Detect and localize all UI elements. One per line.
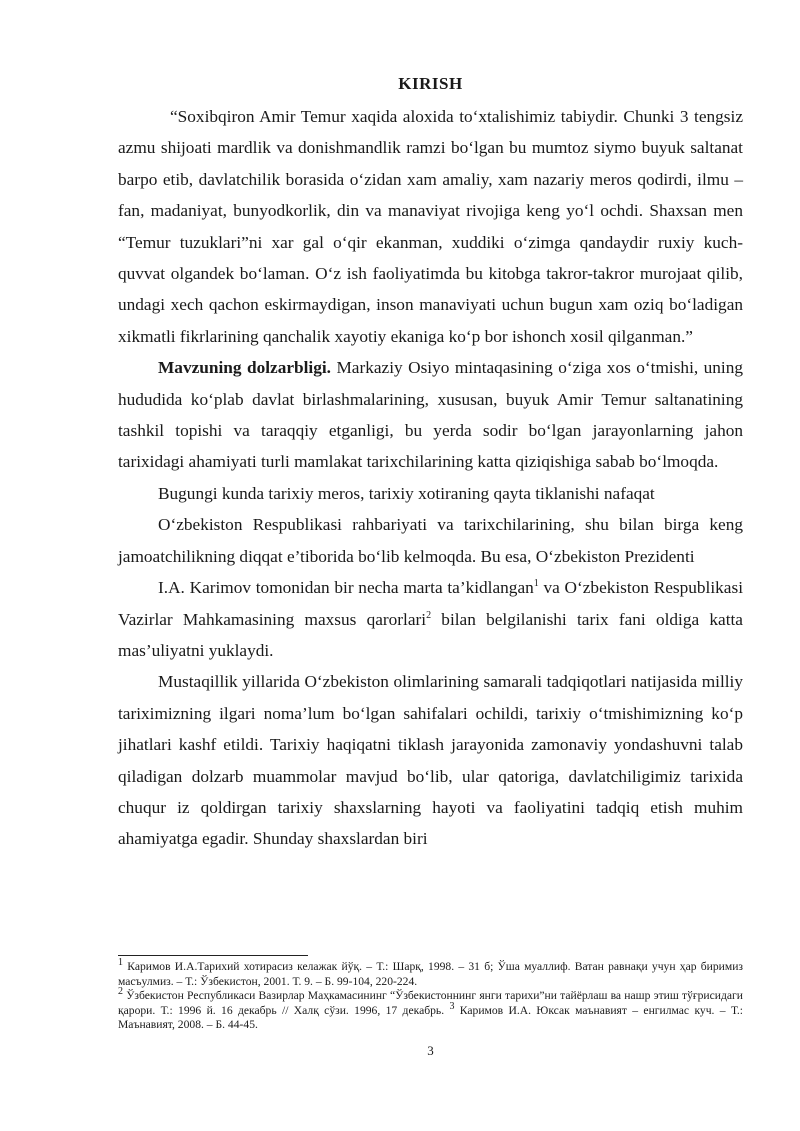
paragraph-today: Bugungi kunda tarixiy meros, tarixiy xotiraning qayta tiklanishi nafaqat: [158, 483, 655, 503]
footnote-2: [118, 986, 743, 1033]
footnote-mark-2: 2: [118, 986, 123, 998]
paragraph-relevance: [118, 352, 743, 478]
footnote-ref-1[interactable]: 1: [533, 578, 539, 590]
opening-quote: “Soxibqiron Amir Temur xaqida aloxida to‘xtalishimiz tabiydir. Chunki 3 tengsiz azmu shijoati mardlik va donishmandlik ramzi bo‘lgan bu mumtoz siymo buyuk saltanat barpo etib, davlatchilik borasida o‘zidan xam amaliy, xam nazariy meros qodirdi, ilmu – fan, madaniyat, bunyodkorlik, din va manaviyat rivojiga keng yo‘l ochdi. Shaxsan men “Temur tuzuklari”ni xar gal o‘qir ekanman, xuddiki o‘zimga qandaydir ruxiy kuch- quvvat olgandek bo‘laman. O‘z ish faoliyatimda bu kitobga takror-takror murojaat qilib, undagi xech qachon eskirmaydigan, inson manaviyati uchun bugun xam oziq bo‘ladigan xikmatli fikrlarining qanchalik xayotiy ekaniga ko‘p bor ishonch xosil qilganman.”: [118, 107, 743, 346]
karimov-text-b: va O‘zbekiston Respublikasi Vazirlar Mahkamasining maxsus qarorlari: [118, 578, 743, 629]
footnote-3-text: Каримов И.А. Юксак маънавият – енгилмас куч. – Т.: Маънавият, 2008. – Б. 44-45.: [118, 1003, 743, 1031]
body-text: [118, 101, 743, 855]
paragraph-leadership: O‘zbekiston Respublikasi rahbariyati va tarixchilarining, shu bilan birga keng jamoatchilikning diqqat e’tiborida bo‘lib kelmoqda. Bu esa, O‘zbekiston Prezidenti: [118, 515, 743, 566]
relevance-text: Markaziy Osiyo mintaqasining o‘ziga xos o‘tmishi, uning hududida ko‘plab davlat birlashmalarining, xususan, buyuk Amir Temur saltanatining tashkil topishi va taraqqiy etganligi, bu yerda sodir bo‘lgan jarayonlarning jahon tarixidagi ahamiyati turli mamlakat tarixchilarining katta qiziqishiga sabab bo‘lmoqda.: [118, 358, 743, 472]
karimov-text-a: I.A. Karimov tomonidan bir necha marta ta’kidlangan: [158, 578, 534, 598]
relevance-heading: Mavzuning dolzarbligi.: [158, 358, 331, 378]
footnote-mark-1: 1: [118, 957, 123, 969]
footnotes: [118, 957, 743, 1033]
footnote-1: [118, 957, 743, 989]
footnote-ref-2[interactable]: 2: [426, 609, 432, 621]
paragraph-independence: Mustaqillik yillarida O‘zbekiston olimlarining samarali tadqiqotlari natijasida milliy tariximizning ilgari noma’lum bo‘lgan sahifalari ochildi, tarixiy o‘tmishimizning ko‘p jihatlari kashf etildi. Tarixiy haqiqatni tiklash jarayonida zamonaviy yondashuvni talab qiladigan dolzarb muammolar mavjud bo‘lib, ular qatoriga, davlatchiligimiz tarixida chuqur iz qoldirgan tarixiy shaxslarning hayoti va faoliyatini tadqiq etish muhim ahamiyatga egadir. Shunday shaxslardan biri: [118, 672, 743, 849]
karimov-text-c: bilan belgilanishi tarix fani oldiga katta mas’uliyatni yuklaydi.: [118, 609, 743, 660]
page-number: 3: [427, 1043, 434, 1058]
footnote-divider: [118, 955, 308, 956]
footnote-1-text: Каримов И.А.Тарихий хотирасиз келажак йўқ. – Т.: Шарқ, 1998. – 31 б; Ўша муаллиф. Ватан равнақи учун ҳар биримиз масъулмиз. – Т.: Ўзбекистон, 2001. Т. 9. – Б. 99-104, 220-224.: [118, 960, 743, 988]
paragraph-karimov: [118, 572, 743, 666]
footnote-2-text: Ўзбекистон Республикаси Вазирлар Маҳкамасининг “Ўзбекистоннинг янги тарихи”ни тайёрлаш ва нашр этиш тўғрисидаги қарори. Т.: 1996 й. 16 декабрь // Халқ сўзи. 1996, 17 декабрь.: [118, 989, 743, 1017]
footnote-mark-3: 3: [449, 1000, 455, 1012]
section-heading: KIRISH: [398, 74, 463, 93]
